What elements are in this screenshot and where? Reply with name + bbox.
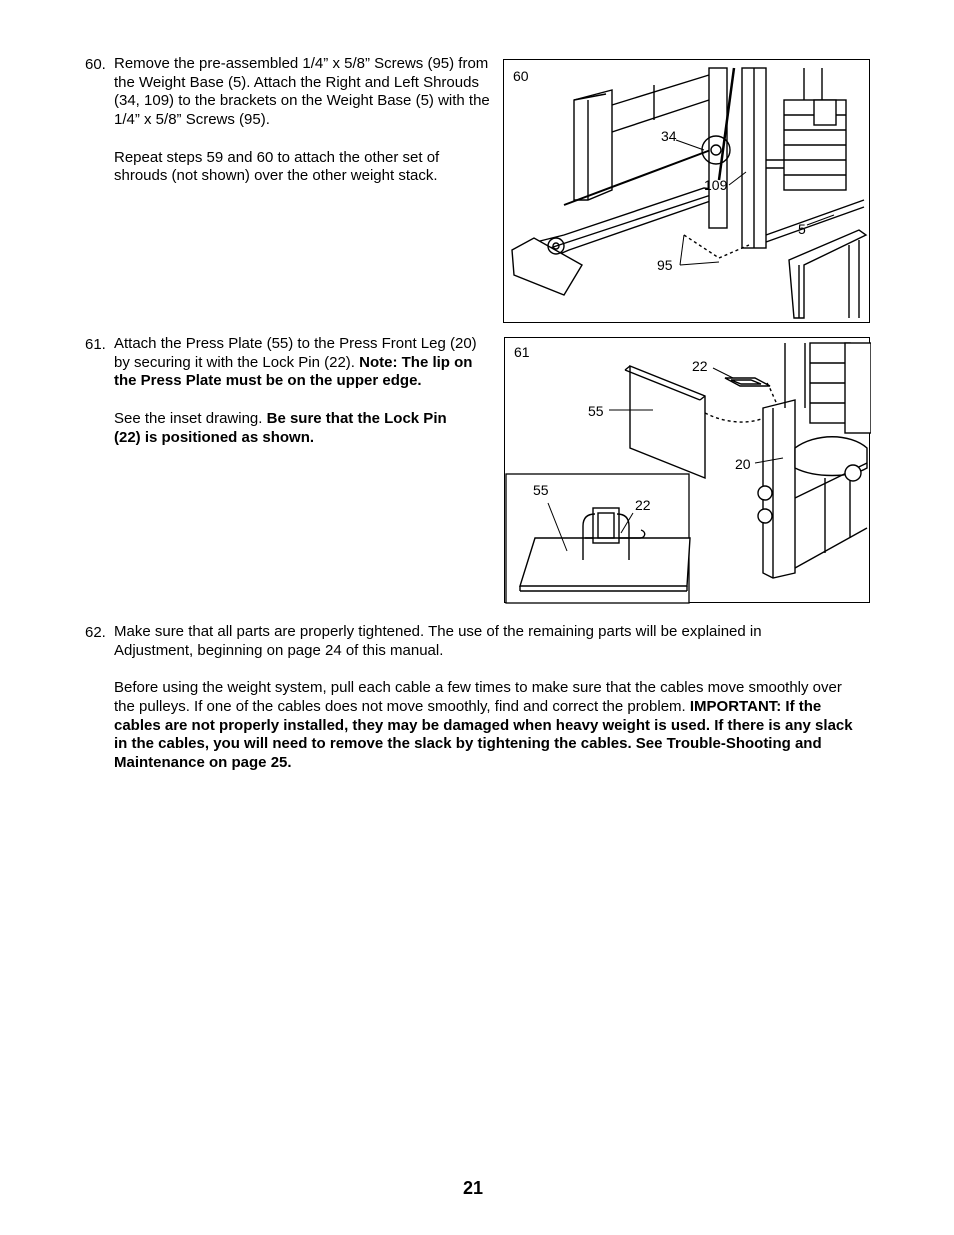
- page-number: 21: [463, 1178, 484, 1198]
- figure-60-callout-95: 95: [657, 257, 673, 273]
- figure-61-callout-20: 20: [735, 456, 751, 472]
- figure-61: [504, 337, 870, 603]
- step-60-text: [114, 55, 494, 186]
- step-62-para1: Make sure that all parts are properly tightened. The use of the remaining parts will be explained in Adjustment, beginning on page 24 of this manual.: [114, 623, 762, 659]
- step-62-para2: [114, 679, 866, 773]
- step-61-para2: [114, 410, 469, 447]
- figure-61-inset-callout-22: 22: [635, 497, 651, 513]
- figure-60-label: 60: [513, 68, 529, 84]
- step-61-para1-plain: Attach the Press Plate (55) to the Press Front Leg (20) by securing it with the Lock Pin (22).: [114, 335, 477, 371]
- step-61-text: [114, 335, 489, 447]
- figure-60-callout-109: 109: [704, 177, 728, 193]
- step-61-para2-plain: See the inset drawing.: [114, 409, 263, 427]
- step-60-number: 60.: [85, 56, 106, 73]
- figure-61-inset: [506, 474, 690, 603]
- figure-61-drawing: [505, 338, 871, 604]
- figure-60-drawing: [504, 60, 871, 324]
- step-61-para1-note: Note: The lip on the Press Plate must be on the upper edge.: [114, 353, 473, 390]
- step-62-para2-plain: Before using the weight system, pull each cable a few times to make sure that the cables move smoothly over the pulleys. If one of the cables does not move smoothly, find and correct the problem.: [114, 679, 842, 715]
- step-62-para2-important: IMPORTANT: If the cables are not properly installed, they may be damaged when heavy weight is used. If there is any slack in the cables, you will need to remove the slack by tightening the cables. See Trouble-Shooting and Maintenance on page 25.: [114, 697, 853, 771]
- figure-60: [503, 59, 870, 323]
- figure-60-callout-5: 5: [798, 221, 806, 237]
- step-61-para1: [114, 335, 489, 391]
- step-60-para2: Repeat steps 59 and 60 to attach the other set of shrouds (not shown) over the other weight stack.: [114, 148, 440, 185]
- step-61-para2-warning: Be sure that the Lock Pin (22) is positioned as shown.: [114, 409, 447, 446]
- figure-61-callout-22: 22: [692, 358, 708, 374]
- step-61-number: 61.: [85, 336, 106, 353]
- figure-61-callout-55: 55: [588, 403, 604, 419]
- step-62-text: [114, 623, 866, 773]
- figure-61-label: 61: [514, 344, 530, 360]
- step-60-para1: Remove the pre-assembled 1/4” x 5/8” Screws (95) from the Weight Base (5). Attach the Right and Left Shrouds (34, 109) to the brackets on the Weight Base (5) with the 1/4” x 5/8” Screws (95).: [114, 55, 490, 129]
- figure-60-callout-34: 34: [661, 128, 677, 144]
- step-62-number: 62.: [85, 624, 106, 641]
- figure-61-inset-callout-55: 55: [533, 482, 549, 498]
